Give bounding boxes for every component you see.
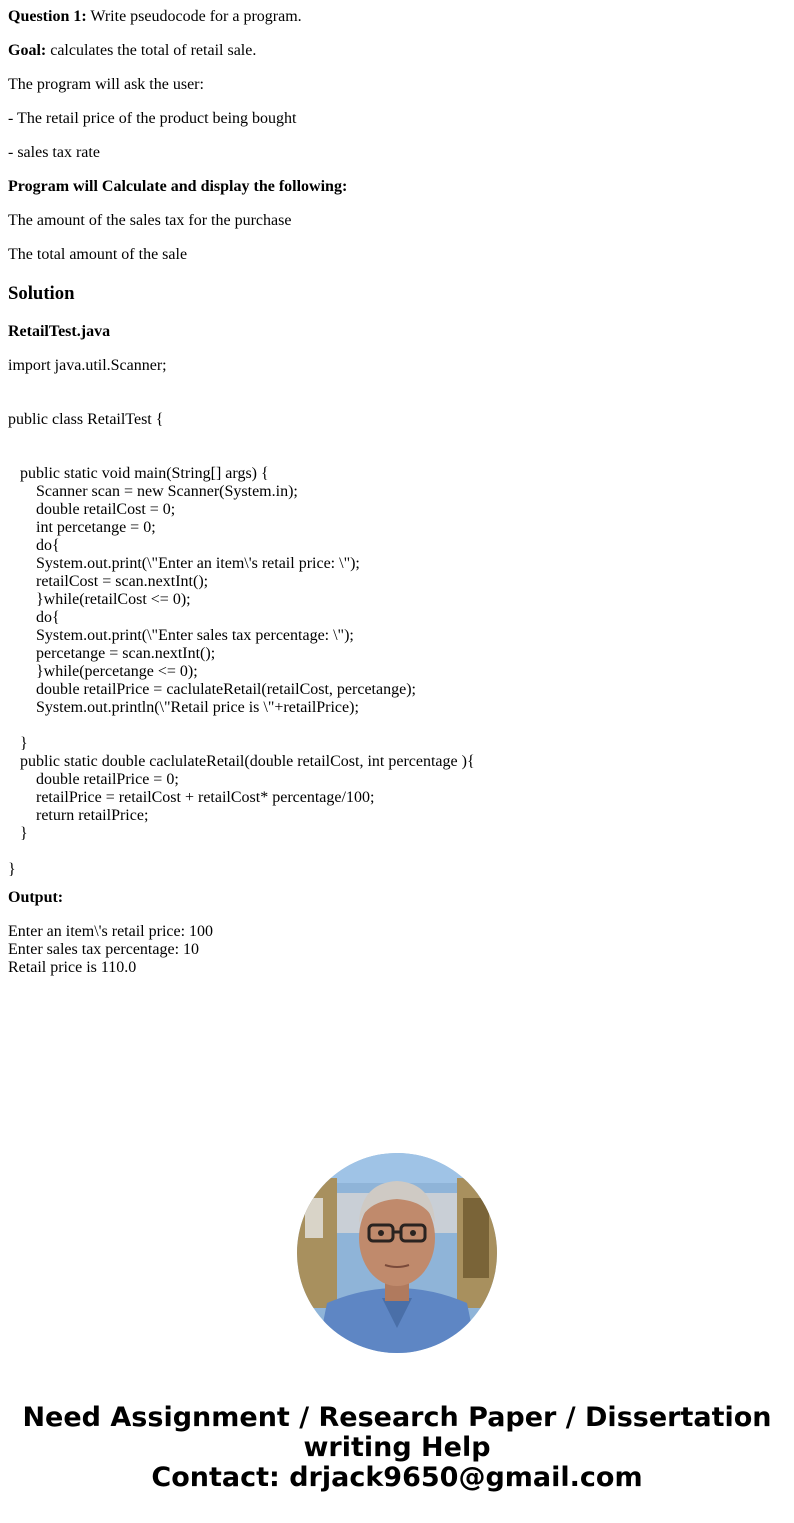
code-line: } xyxy=(8,825,28,842)
avatar-photo xyxy=(297,1153,497,1353)
calc-heading xyxy=(8,178,347,196)
code-line: System.out.print(\"Enter sales tax percentage: \"); xyxy=(8,627,354,644)
output-block xyxy=(8,923,213,977)
code-line: public class RetailTest { xyxy=(8,411,164,428)
code-line: }while(percetange <= 0); xyxy=(8,663,198,680)
file-name xyxy=(8,323,110,341)
ask-item-price: - The retail price of the product being bought xyxy=(8,110,297,127)
code-line: System.out.print(\"Enter an item\'s retail price: \"); xyxy=(8,555,360,572)
banner-line-1: Need Assignment / Research Paper / Dissertation xyxy=(22,1402,772,1433)
calc-item-tax: The amount of the sales tax for the purchase xyxy=(8,212,292,229)
code-line: percetange = scan.nextInt(); xyxy=(8,645,216,662)
output-line: Retail price is 110.0 xyxy=(8,959,137,976)
question-label: Question 1: xyxy=(8,8,87,25)
question-line xyxy=(8,8,302,26)
code-line: double retailCost = 0; xyxy=(8,501,176,518)
code-line: }while(retailCost <= 0); xyxy=(8,591,191,608)
output-line: Enter an item\'s retail price: 100 xyxy=(8,923,214,940)
contact-banner xyxy=(0,1403,794,1493)
code-line: do{ xyxy=(8,609,60,626)
code-block xyxy=(8,357,475,879)
code-line: public static double caclulateRetail(double retailCost, int percentage ){ xyxy=(8,753,475,770)
code-line: } xyxy=(8,861,16,878)
solution-heading: Solution xyxy=(8,283,75,304)
code-line: do{ xyxy=(8,537,60,554)
goal-text: calculates the total of retail sale. xyxy=(46,42,257,59)
banner-line-2: writing Help xyxy=(303,1432,491,1463)
code-line: public static void main(String[] args) { xyxy=(8,465,269,482)
code-line: retailCost = scan.nextInt(); xyxy=(8,573,209,590)
question-text: Write pseudocode for a program. xyxy=(86,8,302,25)
calc-item-total: The total amount of the sale xyxy=(8,246,188,263)
ask-item-tax: - sales tax rate xyxy=(8,144,100,161)
goal-label: Goal: xyxy=(8,42,47,59)
ask-intro: The program will ask the user: xyxy=(8,76,204,93)
output-label xyxy=(8,889,63,907)
code-line: return retailPrice; xyxy=(8,807,149,824)
goal-line xyxy=(8,42,256,60)
code-line: import java.util.Scanner; xyxy=(8,357,167,374)
code-line: } xyxy=(8,735,28,752)
file-name-text: RetailTest.java xyxy=(8,323,111,340)
author-avatar xyxy=(297,1153,497,1353)
banner-contact: Contact: drjack9650@gmail.com xyxy=(151,1462,643,1493)
code-line: retailPrice = retailCost + retailCost* percentage/100; xyxy=(8,789,375,806)
output-label-text: Output: xyxy=(8,889,64,906)
code-line: int percetange = 0; xyxy=(8,519,156,536)
code-line: System.out.println(\"Retail price is \"+retailPrice); xyxy=(8,699,359,716)
calc-heading-text: Program will Calculate and display the following: xyxy=(8,178,348,195)
code-line: double retailPrice = 0; xyxy=(8,771,179,788)
code-line: Scanner scan = new Scanner(System.in); xyxy=(8,483,298,500)
output-line: Enter sales tax percentage: 10 xyxy=(8,941,200,958)
code-line: double retailPrice = caclulateRetail(retailCost, percetange); xyxy=(8,681,416,698)
